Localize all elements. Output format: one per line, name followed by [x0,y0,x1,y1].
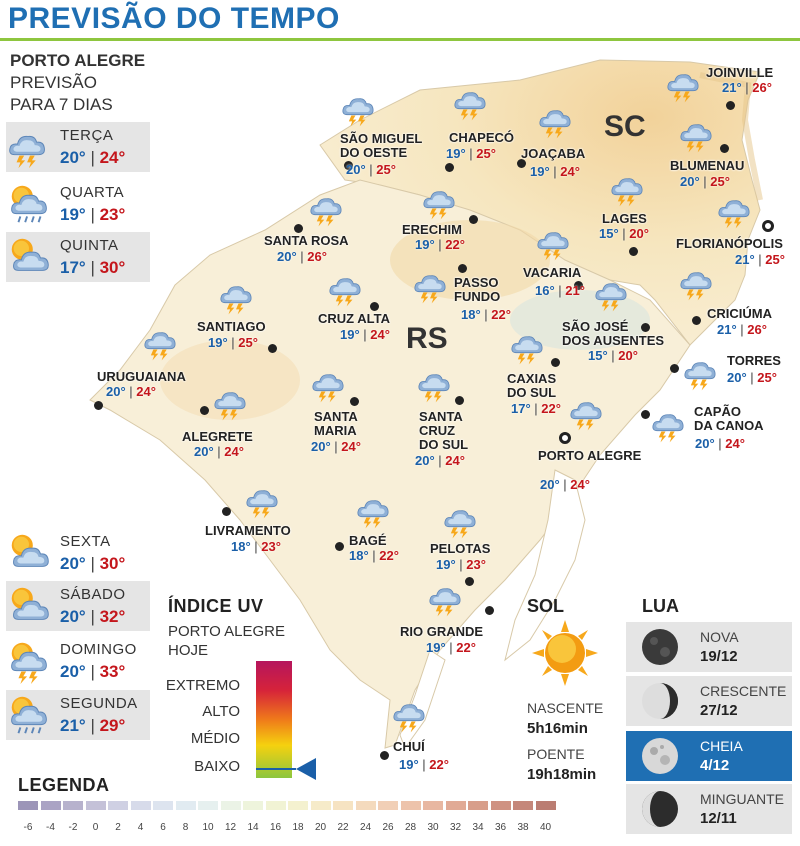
day-min: 20° [60,554,86,573]
city-marker-santa-maria [350,397,359,406]
city-name-santa-maria: SANTA MARIA [314,409,358,438]
storm-icon [425,578,465,618]
moon-phase-name: NOVA [700,629,739,645]
storm-icon [414,364,454,404]
sunset-time: 19h18min [527,766,597,783]
city-name-vacaria: VACARIA [523,265,582,280]
legend-swatch [468,801,488,810]
legend-swatch [378,801,398,810]
city-name-santiago: SANTIAGO [197,319,266,334]
city-marker-alegrete [200,406,209,415]
day-max: 32° [99,607,126,626]
moon-phase-name: MINGUANTE [700,791,784,807]
day-name: SEXTA [60,533,111,550]
forecast-sub2: PARA 7 DIAS [10,95,113,114]
moon-crescent-icon [640,681,680,721]
day-temps [60,606,126,628]
sun-title: SOL [527,596,565,616]
legend-value: 26 [382,822,394,833]
legend-swatch [513,801,533,810]
day-name: DOMINGO [60,641,137,658]
city-marker-florianopolis [762,220,774,232]
legend-value: 14 [247,822,259,833]
legend-swatch [446,801,466,810]
sun-cloud-icon [6,583,52,629]
storm-icon [607,168,647,208]
city-marker-joinville [726,101,735,110]
city-name-torres: TORRES [727,353,781,368]
legend-value: 2 [115,822,121,833]
legend-value: -4 [46,822,55,833]
city-name-porto-alegre: PORTO ALEGRE [538,448,642,463]
day-temps [60,553,125,575]
legend-value: 30 [427,822,439,833]
city-marker-passo-fundo [458,264,467,273]
legend-value: 32 [449,822,462,833]
storm-icon [440,500,480,540]
city-marker-blumenau [720,144,729,153]
city-name-cruz-alta: CRUZ ALTA [318,311,390,326]
day-max: 23° [99,205,126,224]
legend-swatch [311,801,331,810]
legend-value: -6 [23,822,33,833]
legend-title: LEGENDA [18,775,110,795]
city-name-bage: BAGÉ [349,533,387,548]
uv-level-baixo: BAIXO [194,758,240,775]
uv-city: PORTO ALEGRE [168,623,285,640]
day-name: SÁBADO [60,586,126,603]
uv-pointer-icon [296,758,316,780]
city-temps-santa-cruz-do-sul: 20° | 24° [415,453,465,468]
forecast-day-6 [6,636,150,686]
forecast-day-2 [6,179,150,229]
city-temps-cruz-alta: 19° | 24° [340,327,390,342]
city-marker-torres [670,364,679,373]
moon-title: LUA [642,596,679,616]
city-temps-santiago: 19° | 25° [208,335,258,350]
legend-swatch [18,801,38,810]
city-temps-rio-grande: 19° | 22° [426,640,476,655]
city-name-joacaba: JOAÇABA [521,146,586,161]
city-marker-erechim [469,215,478,224]
storm-icon [566,392,606,432]
legend-swatch [153,801,173,810]
city-temps-santa-maria: 20° | 24° [311,439,361,454]
city-temps-bage: 18° | 22° [349,548,399,563]
legend-value: 20 [314,822,327,833]
city-name-santa-rosa: SANTA ROSA [264,233,349,248]
city-name-passo-fundo: PASSO FUNDO [454,275,501,304]
temp-separator: | [85,258,100,277]
legend-value: 6 [160,822,166,833]
legend-swatch [63,801,83,810]
moon-phase-minguante [626,784,792,834]
day-max: 30° [99,554,126,573]
legend-value: 10 [202,822,214,833]
day-text [60,125,125,169]
forecast-sub1: PREVISÃO [10,73,97,92]
storm-icon [533,222,573,262]
city-temps-alegrete: 20° | 24° [194,444,244,459]
storm-icon [535,100,575,140]
legend-value: -2 [68,822,78,833]
day-temps [60,204,125,226]
day-name: QUARTA [60,184,125,201]
city-name-criciuma: CRICIÚMA [707,306,772,321]
storm-icon [140,322,180,362]
city-name-santa-cruz-do-sul: SANTA CRUZ DO SUL [419,409,469,452]
city-temps-chui: 19° | 22° [399,757,449,772]
legend-value: 4 [137,822,144,833]
legend-swatch [41,801,61,810]
legend-swatch [356,801,376,810]
legend-value: 24 [359,822,372,833]
day-temps [60,715,138,737]
city-name-erechim: ERECHIM [402,222,462,237]
legend-value: 22 [337,822,349,833]
moon-text [700,736,743,776]
uv-title: ÍNDICE UV [168,596,264,616]
city-temps-criciuma: 21° | 26° [717,322,767,337]
city-temps-caxias-do-sul: 17° | 22° [511,401,561,416]
moon-phase-nova [626,622,792,672]
city-marker-criciuma [692,316,701,325]
city-temps-passo-fundo: 18° | 22° [461,307,511,322]
city-marker-santa-rosa [294,224,303,233]
storm-icon [216,276,256,316]
city-marker-pelotas [465,577,474,586]
city-marker-santa-cruz-do-sul [455,396,464,405]
city-marker-capao-da-canoa [641,410,650,419]
city-name-rio-grande: RIO GRANDE [400,624,484,639]
city-temps-sao-miguel-do-oeste: 20° | 25° [346,162,396,177]
moon-text [700,681,786,721]
city-temps-porto-alegre: 20° | 24° [540,477,590,492]
city-marker-uruguaiana [94,401,103,410]
city-marker-santiago [268,344,277,353]
legend-swatch [86,801,106,810]
forecast-day-5 [6,581,150,631]
city-marker-livramento [222,507,231,516]
day-text [60,531,125,575]
storm-icon [306,188,346,228]
moon-text [700,627,739,667]
city-marker-lages [629,247,638,256]
day-max: 30° [99,258,126,277]
city-marker-cruz-alta [370,302,379,311]
legend-value: 36 [494,822,507,833]
storm-icon [419,181,459,221]
day-min: 20° [60,607,86,626]
city-marker-bage [335,542,344,551]
legend-swatch [536,801,556,810]
day-max: 24° [99,148,126,167]
legend-value: 38 [517,822,529,833]
city-temps-florianopolis: 21° | 25° [735,252,785,267]
day-max: 29° [99,716,126,735]
legend-color-scale [18,801,558,810]
day-name: QUINTA [60,237,119,254]
legend-swatch [243,801,263,810]
day-temps [60,661,137,683]
moon-phase-date: 27/12 [700,702,738,719]
city-temps-joacaba: 19° | 24° [530,164,580,179]
legend-value: 28 [404,822,417,833]
sun-storm-icon [6,638,52,684]
forecast-header [10,50,145,116]
temp-separator: | [85,554,100,573]
legend-swatch [108,801,128,810]
day-name: TERÇA [60,127,114,144]
legend-value: 34 [472,822,484,833]
legend-swatch [401,801,421,810]
city-name-blumenau: BLUMENAU [670,158,745,173]
storm-icon [676,114,716,154]
city-name-lages: LAGES [602,211,647,226]
sunrise-label: NASCENTE [527,700,604,716]
forecast-city: PORTO ALEGRE [10,51,146,70]
city-temps-sao-jose-dos-ausentes: 15° | 20° [588,348,638,363]
forecast-day-7 [6,690,150,740]
day-text [60,584,126,628]
moon-waning-icon [640,789,680,829]
uv-level-alto: ALTO [202,703,240,720]
storm-icon [591,273,631,313]
city-name-chui: CHUÍ [393,739,425,754]
page-title: PREVISÃO DO TEMPO [8,2,340,35]
legend-value: 18 [292,822,304,833]
city-temps-torres: 20° | 25° [727,370,777,385]
state-label-rs: RS [406,322,448,355]
day-max: 33° [99,662,126,681]
day-min: 20° [60,148,86,167]
city-temps-pelotas: 19° | 23° [436,557,486,572]
uv-current-line [256,768,296,770]
city-marker-porto-alegre [559,432,571,444]
legend-swatch [423,801,443,810]
sun-rain-icon [6,181,52,227]
city-temps-capao-da-canoa: 20° | 24° [695,436,745,451]
moon-phase-name: CRESCENTE [700,683,787,699]
legend-swatch [333,801,353,810]
day-name: SEGUNDA [60,695,138,712]
city-name-livramento: LIVRAMENTO [205,523,291,538]
sunrise-time: 5h16min [527,720,588,737]
sun-rain-icon [6,692,52,738]
city-temps-erechim: 19° | 22° [415,237,465,252]
legend-value: 0 [92,822,99,833]
moon-phase-date: 12/11 [700,810,737,827]
storm-icon [325,268,365,308]
city-marker-caxias-do-sul [551,358,560,367]
temp-separator: | [85,607,100,626]
storm-icon [450,82,490,122]
city-temps-blumenau: 20° | 25° [680,174,730,189]
legend-value: 12 [224,822,237,833]
storm-icon [648,404,688,444]
sun-cloud-icon [6,234,52,280]
day-text [60,235,125,279]
day-text [60,693,138,737]
temp-separator: | [85,205,100,224]
city-marker-rio-grande [485,606,494,615]
city-marker-chui [380,751,389,760]
moon-phase-crescente [626,676,792,726]
moon-phase-cheia [626,731,792,781]
city-name-pelotas: PELOTAS [430,541,491,556]
day-temps [60,147,125,169]
sun-icon [532,620,598,686]
city-temps-vacaria: 16° | 21° [535,283,585,298]
storm-icon [507,326,547,366]
city-name-uruguaiana: URUGUAIANA [97,369,186,384]
forecast-day-1 [6,122,150,172]
storm-icon [680,352,720,392]
legend-value: 40 [539,822,552,833]
uv-scale-bar [256,661,292,778]
storm-icon [6,124,52,170]
city-temps-uruguaiana: 20° | 24° [106,384,156,399]
storm-icon [242,480,282,520]
storm-icon [663,64,703,104]
day-min: 17° [60,258,86,277]
storm-icon [308,364,348,404]
sun-cloud-icon [6,530,52,576]
moon-full-icon [640,736,680,776]
day-min: 20° [60,662,86,681]
day-min: 21° [60,716,86,735]
city-name-florianopolis: FLORIANÓPOLIS [676,236,783,251]
city-name-sao-jose-dos-ausentes: SÃO JOSÉ DOS AUSENTES [562,319,665,348]
city-temps-santa-rosa: 20° | 26° [277,249,327,264]
legend-swatch [221,801,241,810]
legend-swatch [198,801,218,810]
city-name-alegrete: ALEGRETE [182,429,253,444]
legend-swatch [131,801,151,810]
city-name-capao-da-canoa: CAPÃO DA CANOA [694,404,764,433]
storm-icon [714,190,754,230]
moon-text [700,789,784,829]
storm-icon [676,262,716,302]
sunset-label: POENTE [527,746,585,762]
city-marker-chapeco [445,163,454,172]
uv-level-medio: MÉDIO [190,730,240,747]
moon-new-icon [640,627,680,667]
temp-separator: | [85,662,100,681]
moon-phase-date: 19/12 [700,648,738,665]
uv-subtitle [168,622,285,660]
city-name-sao-miguel-do-oeste: SÃO MIGUEL DO OESTE [340,131,423,160]
day-text [60,182,125,226]
city-temps-chapeco: 19° | 25° [446,146,496,161]
city-name-caxias-do-sul: CAXIAS DO SUL [507,371,557,400]
forecast-day-3 [6,232,150,282]
storm-icon [210,382,250,422]
uv-level-extremo: EXTREMO [165,677,240,694]
day-temps [60,257,125,279]
forecast-day-4 [6,528,150,578]
day-text [60,639,137,683]
legend-swatch [491,801,511,810]
city-name-chapeco: CHAPECÓ [449,130,515,145]
legend-swatch [176,801,196,810]
moon-phase-date: 4/12 [700,757,730,774]
legend-swatch [266,801,286,810]
storm-icon [410,265,450,305]
title-divider [0,38,800,41]
storm-icon [338,88,378,128]
temp-separator: | [85,148,100,167]
legend-value: 16 [269,822,282,833]
legend-swatch [288,801,308,810]
storm-icon [353,490,393,530]
temp-separator: | [85,716,100,735]
city-temps-joinville: 21° | 26° [722,80,772,95]
day-min: 19° [60,205,86,224]
city-name-joinville: JOINVILLE [706,65,774,80]
state-label-sc: SC [604,110,646,143]
storm-icon [389,694,429,734]
city-temps-lages: 15° | 20° [599,226,649,241]
city-temps-livramento: 18° | 23° [231,539,281,554]
uv-today: HOJE [168,642,209,659]
moon-phase-name: CHEIA [700,738,743,754]
legend-value: 8 [182,822,189,833]
